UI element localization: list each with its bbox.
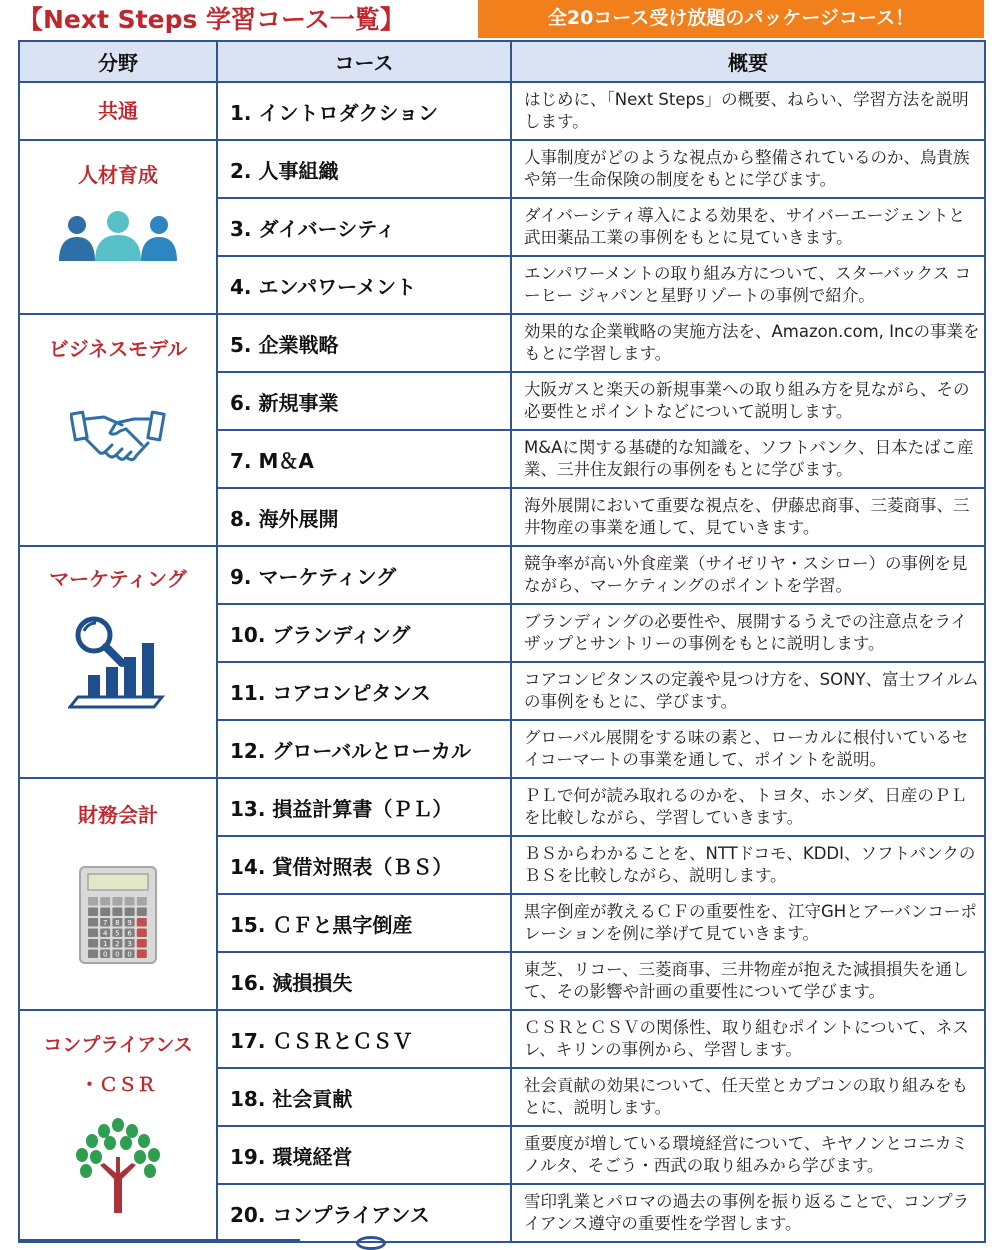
table-row (19, 1010, 985, 1068)
course-name: 6. 新規事業 (217, 372, 511, 430)
table-row (19, 546, 985, 604)
page-title: 【Next Steps 学習コース一覧】 (18, 5, 405, 34)
calculator-key-label: 7 (102, 919, 108, 927)
table-row (19, 82, 985, 140)
calculator-key (137, 908, 147, 917)
calculator-key-label: 5 (115, 929, 120, 938)
course-summary: 効果的な企業戦略の実施方法を、Amazon.com, Incの事業をもとに学習します。 (511, 314, 985, 372)
table-row (19, 140, 985, 198)
calculator-key-label: 6 (127, 929, 132, 938)
course-name: 10. ブランディング (217, 604, 511, 662)
field-cell-finance (19, 778, 217, 1010)
column-header-summary: 概要 (511, 41, 985, 82)
calculator-key (88, 897, 98, 906)
calculator-key (88, 908, 98, 917)
course-name: 13. 損益計算書（ＰＬ） (217, 778, 511, 836)
tree-icon (70, 1117, 166, 1213)
table-row (19, 778, 985, 836)
course-name: 7. M＆A (217, 430, 511, 488)
course-summary: 東芝、リコー、三菱商事、三井物産が抱えた減損損失を通して、その影響や計画の重要性について学びます。 (511, 952, 985, 1010)
field-cell-common (19, 82, 217, 140)
course-name: 20. コンプライアンス (217, 1184, 511, 1242)
course-name: 18. 社会貢献 (217, 1068, 511, 1126)
people-icon (57, 211, 179, 261)
course-name: 14. 貸借対照表（ＢＳ） (217, 836, 511, 894)
calculator-key-label: 3 (127, 940, 132, 948)
calculator-key (137, 950, 147, 959)
course-summary: 大阪ガスと楽天の新規事業への取り組み方を見ながら、その必要性とポイントなどについて説明します。 (511, 372, 985, 430)
calculator-key (125, 897, 135, 906)
calculator-key-label: 9 (127, 919, 132, 927)
course-name: 9. マーケティング (217, 546, 511, 604)
course-summary: 雪印乳業とパロマの過去の事例を振り返ることで、コンプライアンス遵守の重要性を学習します。 (511, 1184, 985, 1242)
course-name: 3. ダイバーシティ (217, 198, 511, 256)
course-name: 12. グローバルとローカル (217, 720, 511, 778)
course-summary: ブランディングの必要性や、展開するうえでの注意点をライザップとサントリーの事例をもとに説明します。 (511, 604, 985, 662)
field-name: 人材育成 (78, 163, 158, 187)
course-name: 5. 企業戦略 (217, 314, 511, 372)
calculator-key-label: 4 (102, 929, 108, 938)
footer-mark (356, 1236, 386, 1250)
field-name: マーケティング (49, 567, 187, 591)
course-summary: 重要度が増している環境経営について、キヤノンとコニカミノルタ、そごう・西武の取り組みから学びます。 (511, 1126, 985, 1184)
handshake-icon (70, 405, 166, 469)
field-cell-compliance (19, 1010, 217, 1242)
field-cell-hr (19, 140, 217, 314)
course-name: 17. ＣＳＲとＣＳＶ (217, 1010, 511, 1068)
course-summary: 黒字倒産が教えるＣＦの重要性を、江守GHとアーバンコーポレーションを例に挙げて見ていきます。 (511, 894, 985, 952)
calculator-icon (78, 865, 158, 965)
field-name: 財務会計 (78, 803, 158, 827)
course-table (18, 40, 986, 1243)
calculator-key (137, 939, 147, 948)
calculator-key (88, 929, 98, 938)
calculator-key (137, 929, 147, 938)
column-header-field: 分野 (19, 41, 217, 82)
course-summary: ＰＬで何が読み取れるのかを、トヨタ、ホンダ、日産のＰＬを比較しながら、学習していきます。 (511, 778, 985, 836)
calculator-key-label: 0 (102, 950, 108, 959)
package-banner: 全20コース受け放題のパッケージコース！ (478, 0, 984, 38)
course-summary: エンパワーメントの取り組み方について、スターバックス コーヒー ジャパンと星野リゾートの事例で紹介。 (511, 256, 985, 314)
calculator-key-label: 0 (127, 950, 132, 959)
calculator-key (88, 918, 98, 927)
column-header-course: コース (217, 41, 511, 82)
course-name: 16. 減損損失 (217, 952, 511, 1010)
course-name: 15. ＣＦと黒字倒産 (217, 894, 511, 952)
calculator-key (137, 897, 147, 906)
calculator-key (100, 897, 110, 906)
magnifier-chart-icon (68, 613, 168, 709)
field-cell-business (19, 314, 217, 546)
calculator-key-label: 0 (115, 950, 120, 959)
course-summary: 社会貢献の効果について、任天堂とカプコンの取り組みをもとに、説明します。 (511, 1068, 985, 1126)
course-name: 11. コアコンピタンス (217, 662, 511, 720)
field-name: 共通 (98, 99, 138, 123)
calculator-key (88, 939, 98, 948)
field-cell-marketing (19, 546, 217, 778)
course-summary: ＣＳＲとＣＳＶの関係性、取り組むポイントについて、ネスレ、キリンの事例から、学習します。 (511, 1010, 985, 1068)
calculator-key-label: 8 (115, 919, 120, 927)
calculator-key (112, 897, 122, 906)
field-name: ビジネスモデル (48, 337, 188, 361)
table-row (19, 314, 985, 372)
calculator-key (112, 908, 122, 917)
table-header-row (19, 41, 985, 82)
field-name-line2: ・ＣＳＲ (79, 1074, 156, 1096)
footer-divider (18, 1239, 300, 1243)
course-summary: 海外展開において重要な視点を、伊藤忠商事、三菱商事、三井物産の事業を通して、見ていきます。 (511, 488, 985, 546)
field-name: コンプライアンス (43, 1034, 193, 1056)
course-name: 19. 環境経営 (217, 1126, 511, 1184)
calculator-key (125, 908, 135, 917)
course-name: 4. エンパワーメント (217, 256, 511, 314)
course-name: 8. 海外展開 (217, 488, 511, 546)
course-summary: M&Aに関する基礎的な知識を、ソフトバンク、日本たばこ産業、三井住友銀行の事例をもとに学びます。 (511, 430, 985, 488)
course-name: 2. 人事組織 (217, 140, 511, 198)
course-summary: ＢＳからわかることを、NTTドコモ、KDDI、ソフトバンクのＢＳを比較しながら、説明します。 (511, 836, 985, 894)
calculator-key (137, 918, 147, 927)
calculator-key (100, 908, 110, 917)
course-name: 1. イントロダクション (217, 82, 511, 140)
course-summary: コアコンピタンスの定義や見つけ方を、SONY、富士フイルムの事例をもとに、学びます。 (511, 662, 985, 720)
calculator-key-label: 1 (102, 940, 108, 948)
calculator-key-label: 2 (115, 940, 120, 948)
course-summary: グローバル展開をする味の素と、ローカルに根付いているセイコーマートの事業を通して、ポイントを説明。 (511, 720, 985, 778)
course-summary: 人事制度がどのような視点から整備されているのか、鳥貴族や第一生命保険の制度をもとに学びます。 (511, 140, 985, 198)
calculator-key (88, 950, 98, 959)
course-summary: ダイバーシティ導入による効果を、サイバーエージェントと武田薬品工業の事例をもとに見ていきます。 (511, 198, 985, 256)
course-summary: 競争率が高い外食産業（サイゼリヤ・スシロー）の事例を見ながら、マーケティングのポイントを学習。 (511, 546, 985, 604)
course-summary: はじめに、「Next Steps」の概要、ねらい、学習方法を説明します。 (511, 82, 985, 140)
